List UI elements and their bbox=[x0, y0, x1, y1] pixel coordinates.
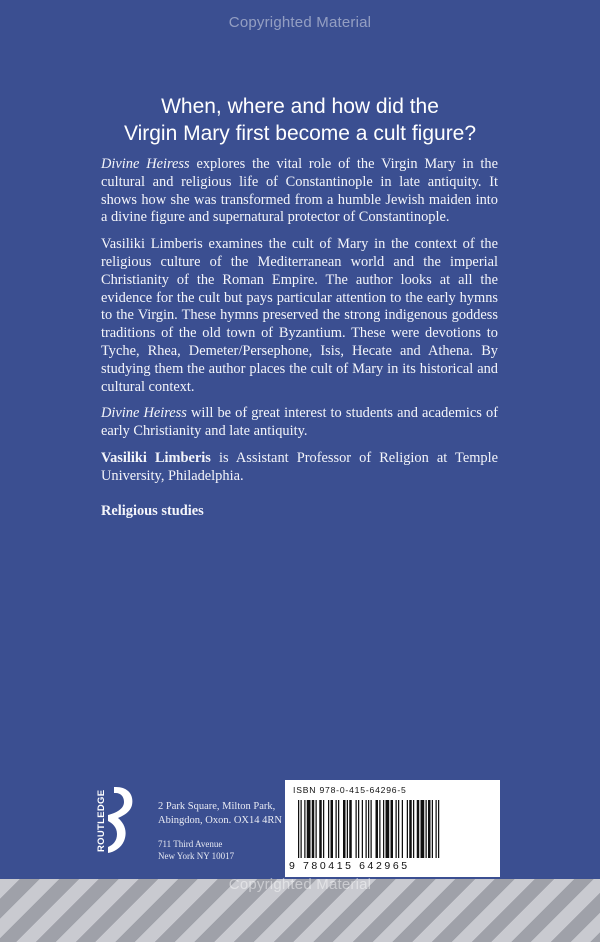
blurb bbox=[101, 156, 498, 529]
isbn-barcode bbox=[285, 780, 500, 877]
watermark-bottom: Copyrighted Material bbox=[228, 876, 372, 893]
blurb-paragraph-1-text: explores the vital role of the Virgin Mary in the cultural and religious life of Constantinople in late antiquity. It shows how she was transformed from a humble Jewish maiden into a divine figure and supernatural protector of Constantinople. bbox=[101, 156, 498, 226]
author-bio bbox=[101, 450, 498, 486]
publisher-name: ROUTLEDGE bbox=[96, 789, 107, 852]
book-title-italic: Divine Heiress bbox=[101, 405, 187, 422]
isbn-number: ISBN 978-0-415-64296-5 bbox=[293, 785, 407, 795]
barcode-digits: 9 780415 642965 bbox=[289, 860, 410, 872]
address-us-line-1: 711 Third Avenue bbox=[158, 839, 223, 849]
back-cover-headline bbox=[60, 93, 540, 147]
blurb-paragraph-3 bbox=[101, 405, 498, 441]
blurb-paragraph-1 bbox=[101, 156, 498, 227]
watermark-top: Copyrighted Material bbox=[228, 14, 372, 31]
author-name: Vasiliki Limberis bbox=[101, 449, 211, 466]
headline-line-2: Virgin Mary first become a cult figure? bbox=[123, 122, 477, 145]
author-bio-text: is Assistant Professor of Religion at Temple University, Philadelphia. bbox=[101, 449, 498, 484]
publisher-address bbox=[158, 800, 282, 862]
address-uk-line-1: 2 Park Square, Milton Park, bbox=[158, 801, 276, 812]
headline-line-1: When, where and how did the bbox=[161, 95, 439, 118]
barcode-bars-icon bbox=[298, 800, 488, 860]
address-uk-line-2: Abingdon, Oxon. OX14 4RN bbox=[158, 815, 282, 826]
blurb-paragraph-3-text: will be of great interest to students and academics of early Christianity and late antiquity. bbox=[101, 405, 498, 440]
subject-category: Religious studies bbox=[101, 502, 204, 519]
address-us-line-2: New York NY 10017 bbox=[158, 851, 235, 861]
blurb-paragraph-2: Vasiliki Limberis examines the cult of Mary in the context of the religious culture of the Mediterranean world and the imperial Christianity of the Roman Empire. The author looks at all the evidence for the cult but pays particular attention to the early hymns to the Virgin. These hymns preserved the strong indigenous goddess traditions of the old town of Byzantium. These were devotions to Tyche, Rhea, Demeter/Persephone, Isis, Hecate and Athena. By studying them the author places the cult of Mary in its historical and cultural context. bbox=[101, 236, 498, 395]
book-title-italic: Divine Heiress bbox=[101, 156, 190, 172]
